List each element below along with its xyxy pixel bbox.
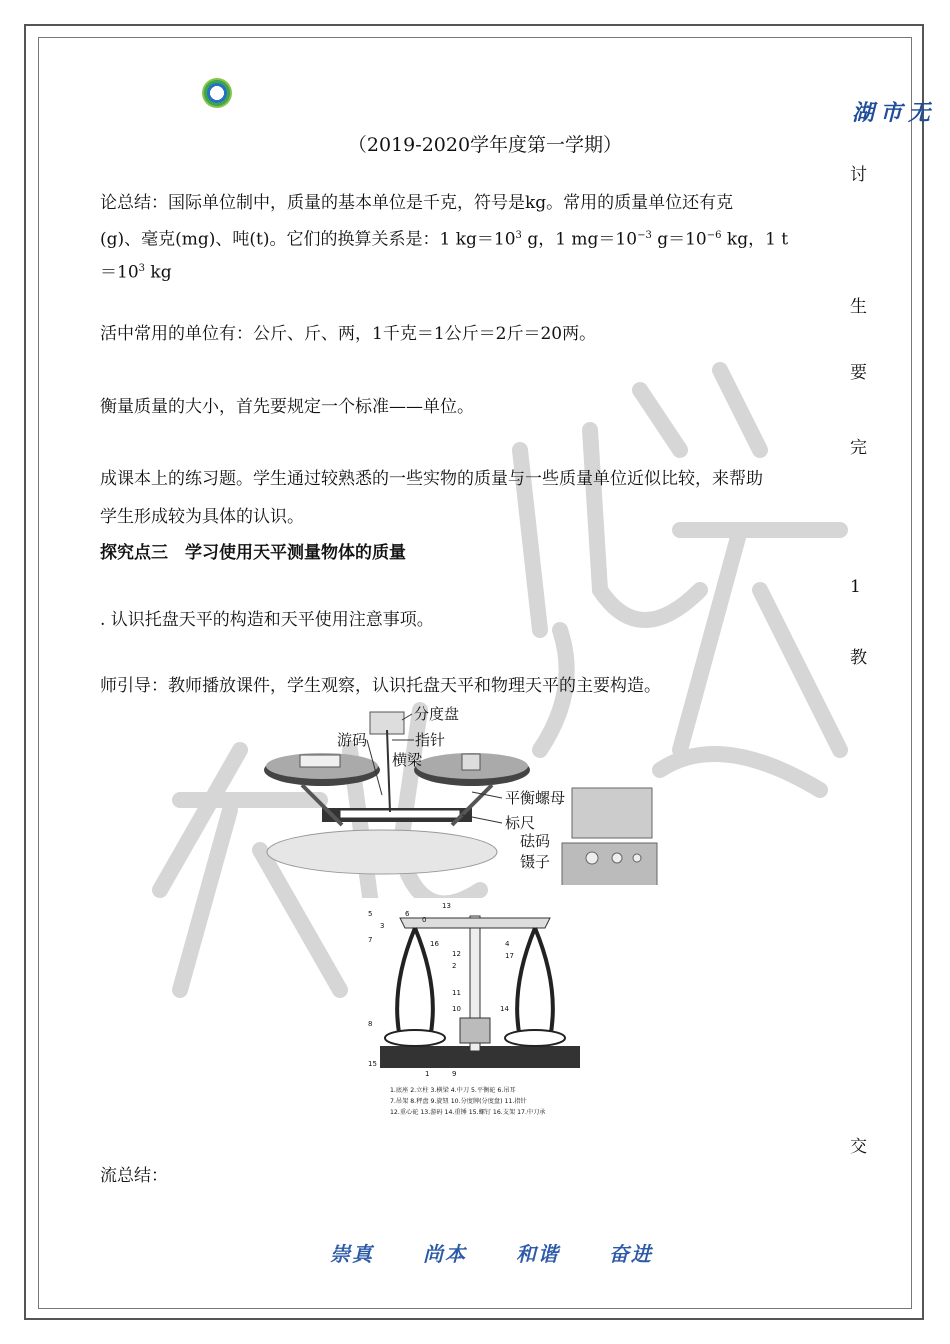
svg-text:16: 16 <box>430 940 439 948</box>
svg-text:5: 5 <box>368 910 373 918</box>
svg-text:2: 2 <box>452 962 457 970</box>
physical-balance-figure <box>360 898 590 1120</box>
fig2-caption-line3: 12.重心砣 13.游码 14.重锤 15.螺钉 16.支架 17.中刀承 <box>390 1109 546 1116</box>
paragraph-line: 衡量质量的大小，首先要规定一个标准——单位。 <box>100 397 474 417</box>
motto-item: 尚本 <box>422 1242 467 1266</box>
svg-text:4: 4 <box>505 940 510 948</box>
school-logo-icon <box>202 78 232 108</box>
paragraph-line: . 认识托盘天平的构造和天平使用注意事项。 <box>100 610 434 630</box>
paragraph-line: 师引导：教师播放课件，学生观察，认识托盘天平和物理天平的主要构造。 <box>100 676 661 696</box>
svg-text:0: 0 <box>422 916 427 924</box>
paragraph-line: 流总结： <box>100 1166 168 1186</box>
svg-text:10: 10 <box>452 1005 461 1013</box>
svg-text:9: 9 <box>452 1070 457 1078</box>
label-pointer: 指针 <box>415 731 446 749</box>
paragraph-line: 成课本上的练习题。学生通过较熟悉的一些实物的质量与一些质量单位近似比较，来帮助 <box>100 469 763 489</box>
section-heading: 探究点三 学习使用天平测量物体的质量 <box>100 543 406 563</box>
label-weights: 砝码 <box>520 832 551 850</box>
side-char: 教 <box>850 648 867 668</box>
svg-text:14: 14 <box>500 1005 509 1013</box>
svg-text:7: 7 <box>368 936 373 944</box>
svg-text:17: 17 <box>505 952 514 960</box>
label-tweezers: 镊子 <box>520 853 551 871</box>
svg-text:3: 3 <box>380 922 385 930</box>
svg-text:13: 13 <box>442 902 451 910</box>
side-char: 交 <box>850 1137 867 1157</box>
school-name-partial: 湖市无 <box>852 100 937 126</box>
label-dial: 分度盘 <box>414 705 460 723</box>
footer-motto <box>330 1238 693 1267</box>
fig2-caption-line2: 7.吊架 8.秤盘 9.旋钮 10.分度牌(分度盘) 11.指针 <box>390 1098 527 1105</box>
paragraph-line: 论总结：国际单位制中，质量的基本单位是千克，符号是kg。常用的质量单位还有克 <box>100 193 734 213</box>
svg-text:11: 11 <box>452 989 461 997</box>
paragraph-line-ton: $=10^3$ kg <box>100 262 172 283</box>
paragraph-line: 学生形成较为具体的认识。 <box>100 507 304 527</box>
side-char: 讨 <box>850 165 867 185</box>
paragraph-line-units: (g)、毫克(mg)、吨(t)。它们的换算关系是：1 $kg=10^3$ g，1 $mg=10^{-3}$ $g=10^{-6}$ kg，1 t <box>100 229 789 250</box>
svg-text:15: 15 <box>368 1060 377 1068</box>
motto-item: 崇真 <box>330 1242 374 1266</box>
label-balance-nut: 平衡螺母 <box>505 789 566 807</box>
svg-text:1: 1 <box>425 1070 430 1078</box>
label-beam: 横梁 <box>392 751 423 769</box>
motto-item: 奋进 <box>608 1242 653 1266</box>
svg-text:8: 8 <box>368 1020 373 1028</box>
label-rider: 游码 <box>337 731 368 749</box>
fig2-caption-line1: 1.底座 2.立柱 3.横梁 4.中刀 5.平衡砣 6.吊耳 <box>390 1087 516 1094</box>
year-title: （2019-2020学年度第一学期） <box>347 134 623 156</box>
motto-item: 和谐 <box>515 1242 560 1266</box>
side-char: 要 <box>850 363 867 383</box>
side-char: 1 <box>850 577 861 597</box>
svg-text:12: 12 <box>452 950 461 958</box>
side-char: 生 <box>850 297 867 317</box>
paragraph-line: 活中常用的单位有：公斤、斤、两，1千克＝1公斤＝2斤＝20两。 <box>100 324 597 344</box>
side-char: 完 <box>850 438 867 458</box>
svg-text:6: 6 <box>405 910 410 918</box>
tray-balance-figure <box>262 700 702 885</box>
label-scale: 标尺 <box>505 814 536 832</box>
